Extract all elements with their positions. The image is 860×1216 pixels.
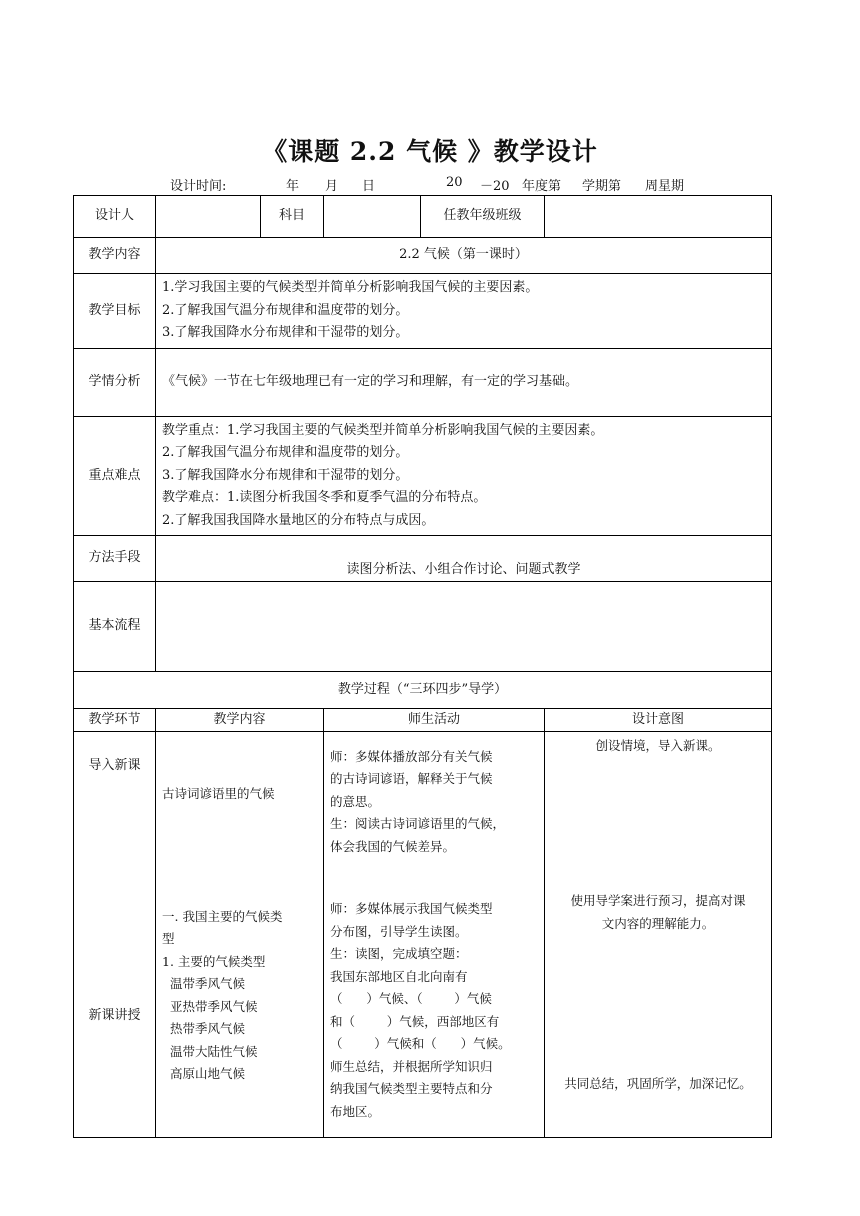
- design-time-label: 设计时间:: [170, 179, 227, 194]
- meta-month: 月: [325, 179, 339, 194]
- key-point-line: 2.了解我国我国降水量地区的分布特点与成因。: [162, 512, 435, 528]
- lesson-activity-line: 和（ ）气候，西部地区有: [330, 1013, 500, 1029]
- lesson-activity-line: 师生总结，并根据所学知识归: [330, 1058, 493, 1074]
- lesson-intent-line: 共同总结，巩固所学，加深记忆。: [564, 1075, 752, 1091]
- designer-value: [156, 196, 261, 238]
- subject-value: [324, 196, 421, 238]
- process-header-stage: 教学环节: [74, 709, 156, 732]
- goal-line: 3.了解我国降水分布规律和干湿带的划分。: [162, 325, 409, 340]
- content-row: [74, 238, 772, 274]
- intro-intent: 创设情境，导入新课。: [595, 737, 721, 753]
- process-body-row: [74, 732, 772, 1138]
- key-point-line: 教学重点：1.学习我国主要的气候类型并简单分析影响我国气候的主要因素。: [162, 422, 604, 438]
- lesson-activity-line: （ ）气候和（ ）气候。: [330, 1036, 511, 1052]
- meta-week: 周星期: [645, 179, 685, 194]
- analysis-value: 《气候》一节在七年级地理已有一定的学习和理解，有一定的学习基础。: [156, 348, 772, 416]
- stage-lesson: 新课讲授: [88, 1007, 141, 1023]
- lesson-activity-line: 师：多媒体展示我国气候类型: [330, 901, 493, 917]
- lesson-content-line: 1. 主要的气候类型: [162, 953, 266, 969]
- process-title-row: [74, 672, 772, 709]
- climate-type-item: 温带季风气候: [170, 976, 246, 992]
- stage-intro: 导入新课: [88, 757, 141, 773]
- lesson-intent-line: 使用导学案进行预习，提高对课: [570, 892, 746, 908]
- process-header-activity: 师生活动: [324, 709, 545, 732]
- activity-column: [324, 732, 545, 1138]
- lesson-activity-line: 布地区。: [330, 1103, 381, 1119]
- analysis-row: [74, 348, 772, 416]
- flow-row: [74, 582, 772, 672]
- lesson-activity-line: 纳我国气候类型主要特点和分: [330, 1081, 493, 1097]
- subject-label: 科目: [261, 196, 324, 238]
- lesson-content-line: 一. 我国主要的气候类: [162, 908, 283, 924]
- intro-activity-line: 的意思。: [330, 793, 381, 809]
- lesson-intent-line: 文内容的理解能力。: [601, 915, 715, 931]
- climate-type-item: 热带季风气候: [170, 1021, 246, 1037]
- key-point-line: 2.了解我国气温分布规律和温度带的划分。: [162, 445, 409, 460]
- goal-line: 1.学习我国主要的气候类型并简单分析影响我国气候的主要因素。: [162, 280, 539, 295]
- meta-year-range-a: 20: [446, 175, 463, 190]
- goals-row: [74, 274, 772, 349]
- intent-column: [545, 732, 772, 1138]
- method-row: [74, 536, 772, 582]
- method-value: 读图分析法、小组合作讨论、问题式教学: [156, 536, 772, 582]
- meta-day: 日: [362, 179, 376, 194]
- goals-value: [156, 274, 772, 349]
- designer-label: 设计人: [74, 196, 156, 238]
- intro-activity-line: 的古诗词谚语，解释关于气候: [330, 771, 493, 787]
- stage-column: [74, 732, 156, 1138]
- process-header-intent: 设计意图: [545, 709, 772, 732]
- header-row: [74, 196, 772, 238]
- grade-class-label: 任教年级班级: [421, 196, 545, 238]
- intro-content: 古诗词谚语里的气候: [162, 786, 275, 802]
- lesson-activity-line: （ ）气候、（ ）气候: [330, 991, 492, 1007]
- climate-type-item: 亚热带季风气候: [170, 998, 258, 1014]
- intro-activity-line: 师：多媒体播放部分有关气候: [330, 748, 493, 764]
- intro-activity-line: 体会我国的气候差异。: [330, 838, 456, 854]
- meta-year: 年: [286, 179, 300, 194]
- key-point-line: 3.了解我国降水分布规律和干湿带的划分。: [162, 467, 409, 483]
- intro-activity-line: 生：阅读古诗词谚语里的气候，: [330, 816, 506, 832]
- goal-line: 2.了解我国气温分布规律和温度带的划分。: [162, 302, 409, 318]
- document-title: 《课题 2.2 气候 》教学设计: [262, 137, 598, 166]
- lesson-activity-line: 分布图，引导学生读图。: [330, 923, 468, 939]
- flow-label: 基本流程: [74, 582, 156, 672]
- content-label: 教学内容: [74, 238, 156, 274]
- climate-type-item: 温带大陆性气候: [170, 1043, 258, 1059]
- method-label: 方法手段: [74, 536, 156, 582]
- climate-type-item: 高原山地气候: [170, 1066, 246, 1082]
- lesson-content-line: 型: [162, 931, 175, 947]
- lesson-plan-table: [73, 195, 772, 1138]
- meta-year-range-b: －20: [480, 179, 510, 194]
- content-value: 2.2 气候（第一课时）: [156, 238, 772, 274]
- content-column: [156, 732, 324, 1138]
- analysis-label: 学情分析: [74, 348, 156, 416]
- key-points-row: [74, 416, 772, 536]
- key-point-line: 教学难点：1.读图分析我国冬季和夏季气温的分布特点。: [162, 490, 487, 505]
- key-points-label: 重点难点: [74, 416, 156, 536]
- process-header-content: 教学内容: [156, 709, 324, 732]
- process-header-row: [74, 709, 772, 732]
- key-points-value: [156, 416, 772, 536]
- lesson-activity-line: 我国东部地区自北向南有: [330, 968, 468, 984]
- lesson-activity-line: 生：读图，完成填空题：: [330, 946, 468, 962]
- process-title: 教学过程（“三环四步”导学）: [74, 672, 772, 709]
- meta-semester: 学期第: [582, 179, 622, 194]
- grade-class-value: [545, 196, 772, 238]
- meta-school-year: 年度第: [522, 179, 562, 194]
- flow-value: [156, 582, 772, 672]
- goals-label: 教学目标: [74, 274, 156, 349]
